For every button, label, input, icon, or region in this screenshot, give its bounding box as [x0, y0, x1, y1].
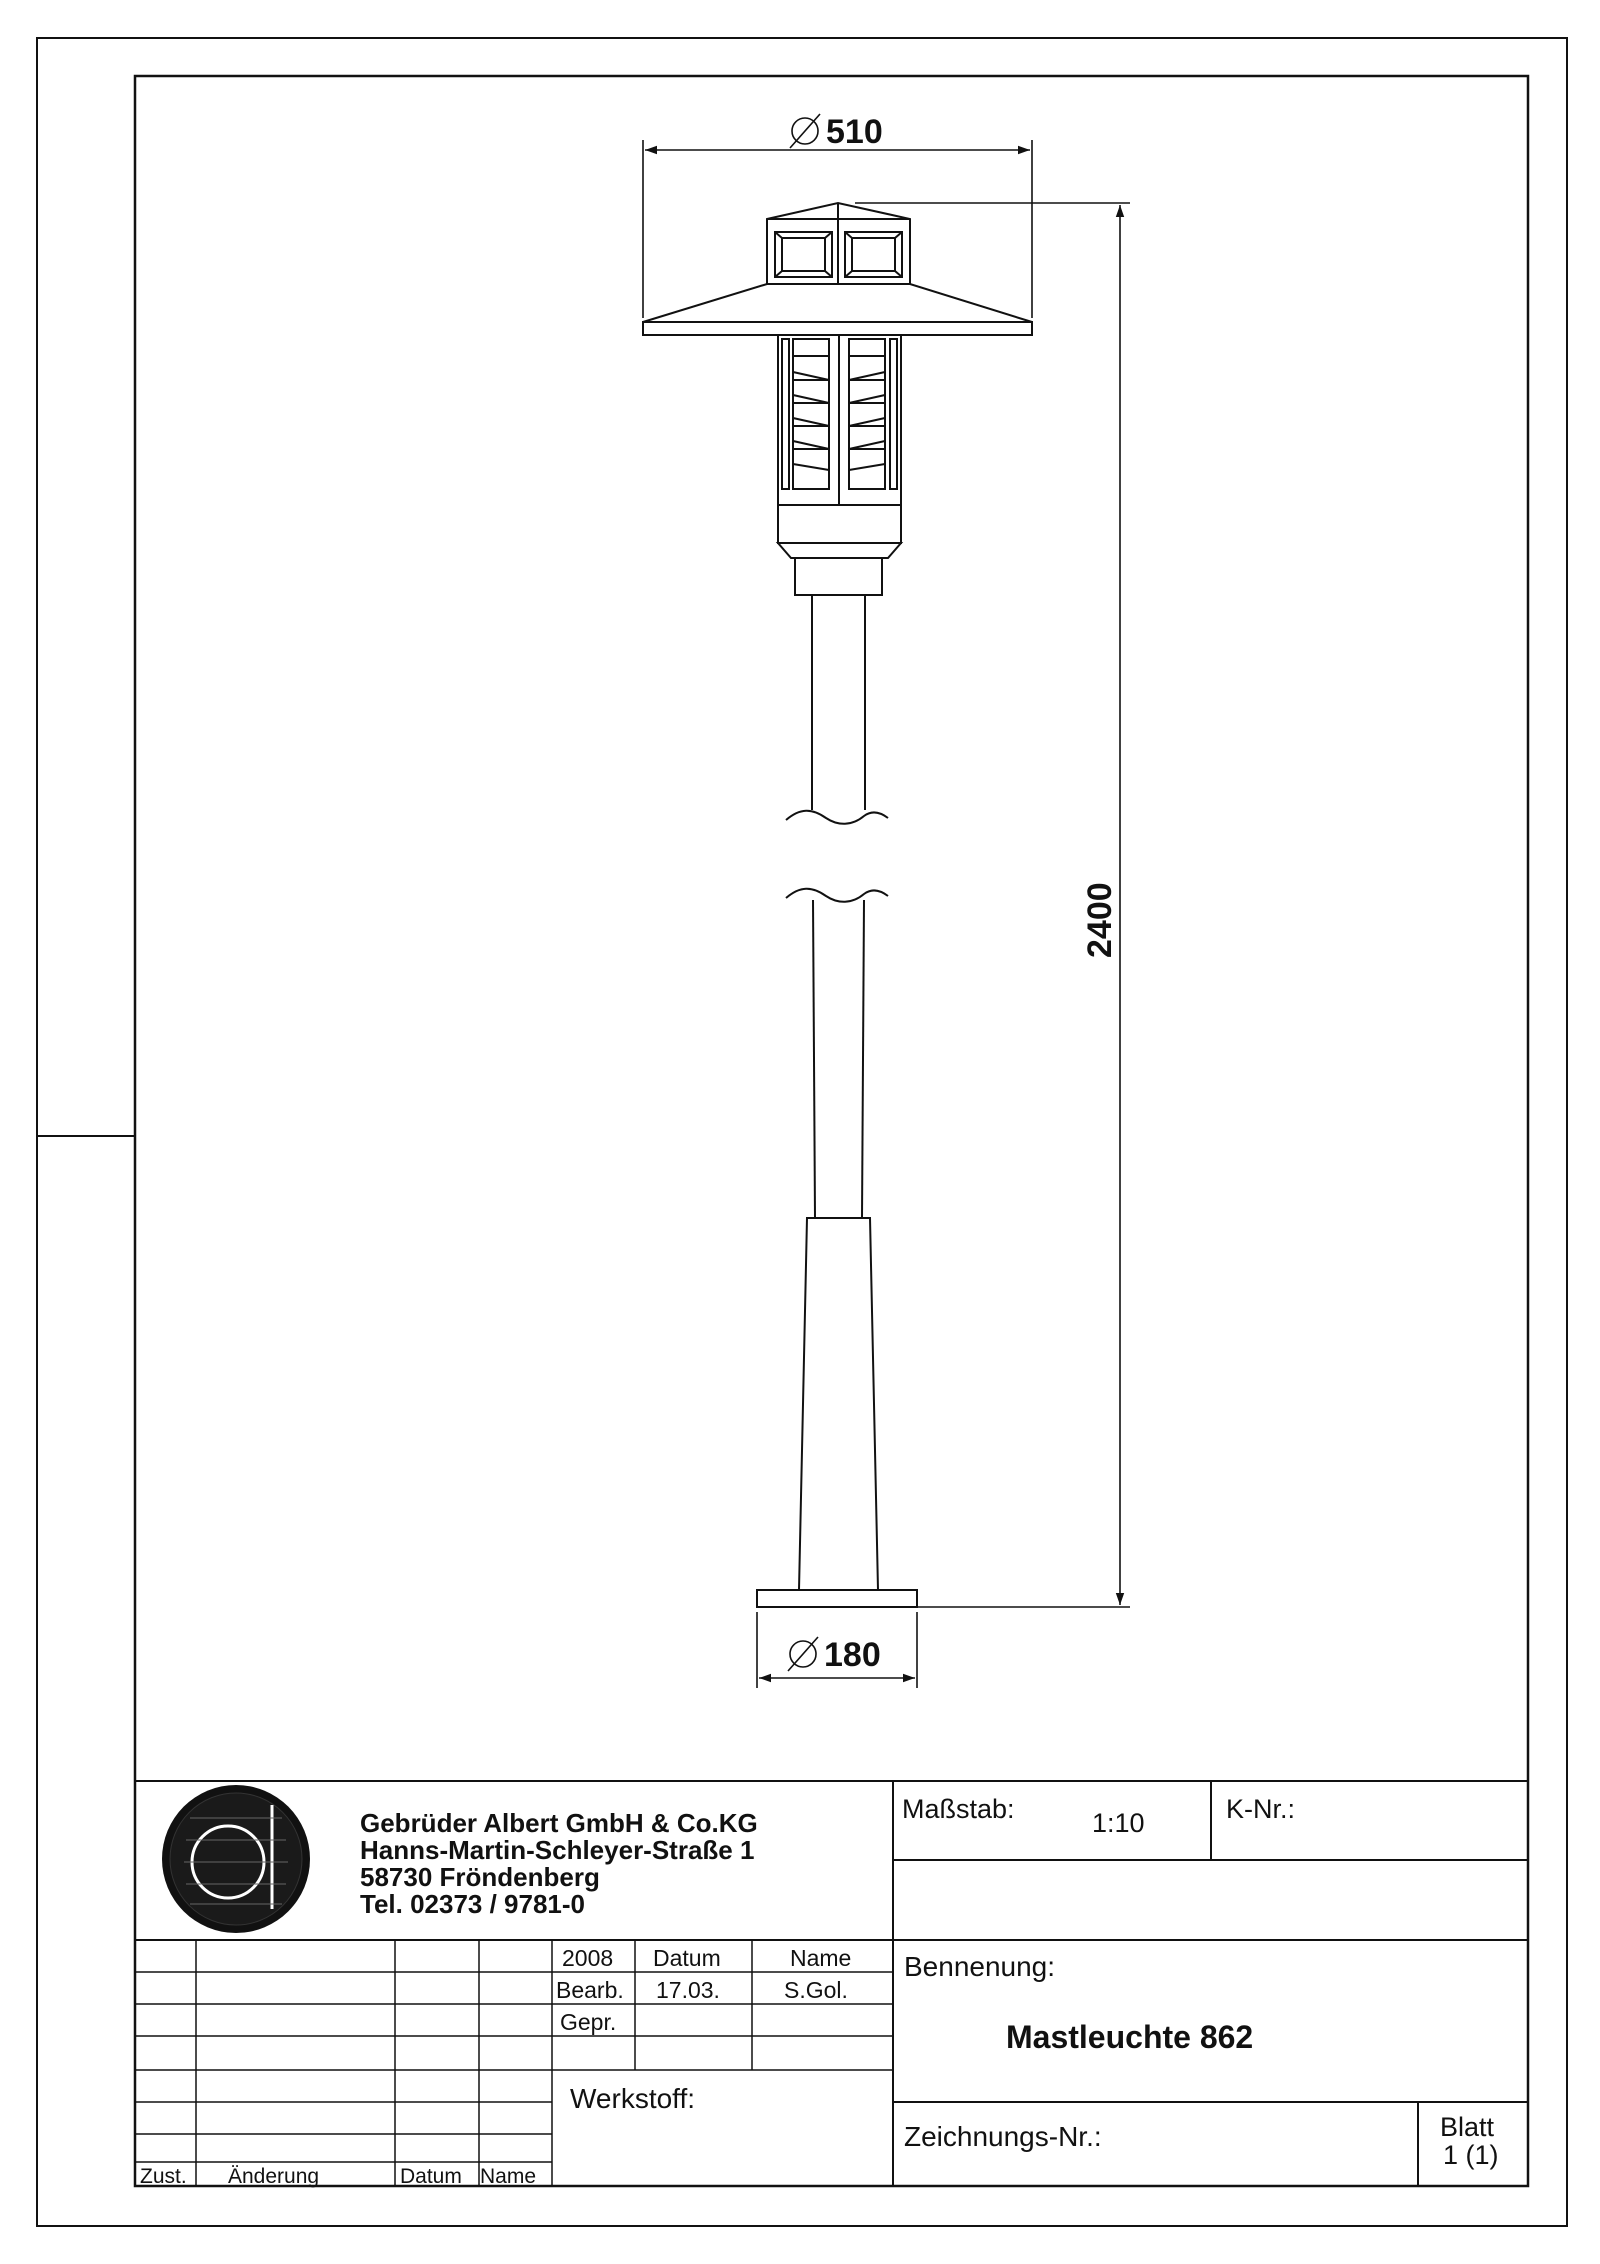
- designation-label: Bennenung:: [904, 1951, 1056, 1982]
- dim-top-value: 510: [826, 113, 883, 151]
- company-street: Hanns-Martin-Schleyer-Straße 1: [360, 1835, 755, 1865]
- company-name: Gebrüder Albert GmbH & Co.KG: [360, 1808, 758, 1838]
- drawing-no-label: Zeichnungs-Nr.:: [904, 2121, 1102, 2152]
- rev-name-label: Name: [480, 2165, 537, 2188]
- year-value: 2008: [562, 1945, 614, 1971]
- scale-label: Maßstab:: [902, 1794, 1015, 1824]
- dimensions: [643, 114, 1130, 1688]
- material-label: Werkstoff:: [570, 2083, 696, 2114]
- rev-zust-label: Zust.: [140, 2165, 187, 2188]
- bearb-label: Bearb.: [556, 1977, 624, 2003]
- rev-date-label: Datum: [400, 2165, 462, 2188]
- company-logo: [162, 1785, 310, 1933]
- scale-value: 1:10: [1092, 1808, 1145, 1838]
- drawing-frame: [135, 76, 1528, 2186]
- name-header: Name: [790, 1945, 852, 1971]
- knr-label: K-Nr.:: [1226, 1794, 1296, 1824]
- company-city: 58730 Fröndenberg: [360, 1862, 600, 1892]
- bearb-date: 17.03.: [656, 1977, 720, 2003]
- dim-height-value: 2400: [1081, 882, 1119, 958]
- sheet-label: Blatt: [1440, 2112, 1495, 2142]
- bearb-name: S.Gol.: [784, 1977, 848, 2003]
- rev-change-label: Änderung: [228, 2165, 320, 2188]
- company-phone: Tel. 02373 / 9781-0: [360, 1889, 586, 1919]
- sheet-value: 1 (1): [1443, 2140, 1499, 2170]
- date-header: Datum: [653, 1945, 721, 1971]
- lamp-drawing: [643, 203, 1032, 1607]
- designation-value: Mastleuchte 862: [1006, 2019, 1254, 2055]
- dim-base-value: 180: [824, 1636, 881, 1674]
- gepr-label: Gepr.: [560, 2009, 617, 2035]
